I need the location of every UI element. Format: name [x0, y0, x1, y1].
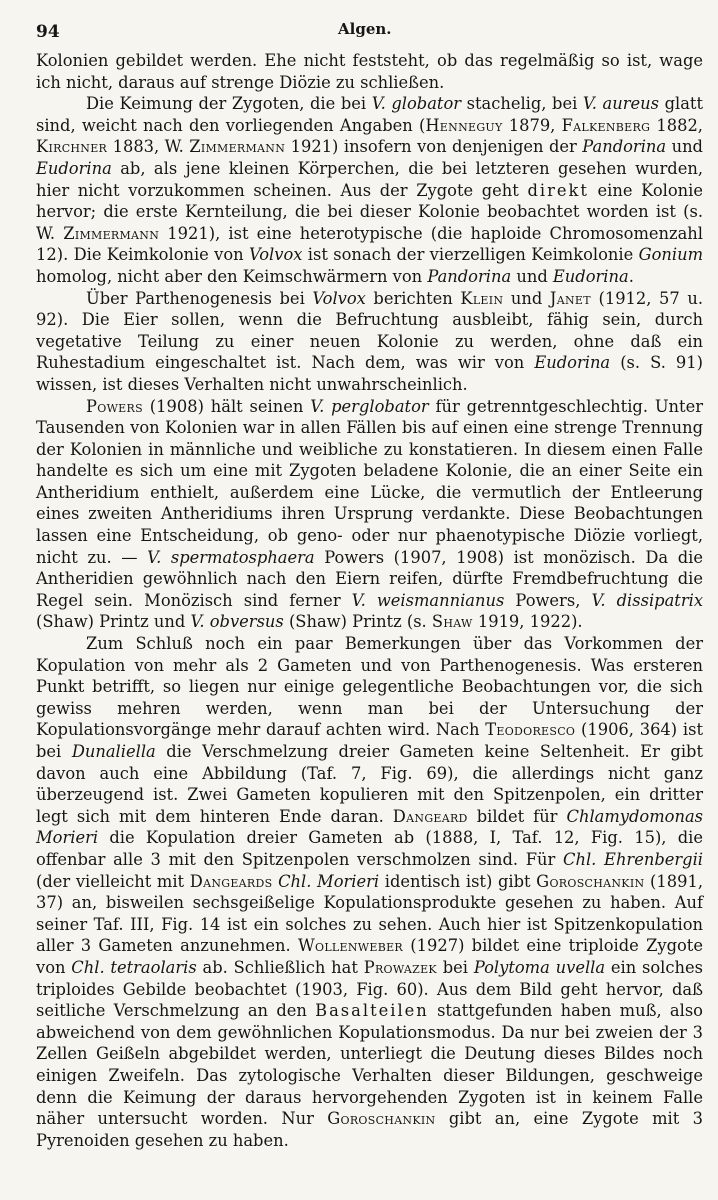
- paragraph: [36, 288, 703, 396]
- text-segment: bei: [436, 957, 474, 977]
- author-name: Zimmermann: [63, 223, 160, 243]
- author-name: Prowazek: [363, 957, 437, 977]
- italic-text: Polytoma uvella: [473, 957, 606, 977]
- italic-text: V. weismannianus: [351, 590, 505, 610]
- author-name: Henneguy: [425, 115, 503, 135]
- page-number: 94: [36, 22, 60, 42]
- italic-text: Volvox: [312, 288, 366, 308]
- italic-text: Eudorina: [552, 266, 629, 286]
- text-segment: ab. Schließlich hat: [196, 957, 364, 977]
- author-name: Dangeard: [392, 806, 468, 826]
- italic-text: Dunaliella: [71, 742, 156, 761]
- text-segment: stattgefunden haben muß, also abweichend von dem gewöhnlichen Kopulationsmodus. Da nur bei zweien der 3 Zellen Geißeln abgebildet werden, unterliegt die Deutung dieses Bildes noch einigen Zweifeln. Das zytologische Verhalten dieser Bildungen, geschweige denn die Keimung der daraus hervorgehenden Zygoten ist in keinem Falle näher untersucht worden. Nur: [36, 1001, 703, 1129]
- text-segment: Zum Schluß noch ein paar Bemerkungen über das Vorkommen der Kopulation von mehr als 2 Gameten und von Parthenogenesis. Was ersteren Punkt betrifft, so liegen nur einige gelegentliche Beobachtungen vor, die sich gewiss mehren werden, wenn man bei der Untersuchung der Kopulationsvorgänge mehr darauf achten wird. Nach: [36, 634, 703, 740]
- text-segment: (1906, 364) ist bei: [36, 720, 703, 761]
- author-name: Kirchner: [36, 137, 108, 157]
- italic-text: Gonium: [638, 245, 704, 265]
- paragraph: [36, 633, 703, 1151]
- text-segment: Über Parthenogenesis bei: [86, 288, 313, 308]
- text-segment: ab, als jene kleinen Körperchen, die bei letzteren gesehen wurden, hier nicht vorzukommen scheinen. Aus der Zygote geht: [36, 158, 703, 200]
- italic-text: Chl. tetraolaris: [71, 957, 197, 977]
- italic-text: Chl. Ehrenbergii: [563, 849, 704, 869]
- text-segment: und: [511, 266, 553, 286]
- italic-text: Volvox: [248, 245, 303, 265]
- italic-text: Pandorina: [427, 266, 512, 286]
- text-segment: berichten: [365, 288, 461, 308]
- author-name: Powers: [86, 396, 143, 416]
- text-segment: eine Kolonie hervor; die erste Kernteilung, die bei dieser Kolonie beobachtet worden ist (s. W.: [36, 180, 703, 243]
- italic-text: Eudorina: [36, 158, 112, 178]
- text-segment: und: [666, 137, 703, 157]
- text-segment: Powers (1907, 1908) ist monözisch. Da die Antheridien gewöhnlich nach den Eiern reifen, dürfte Fremdbefruchtung die Regel sein. Monözisch sind ferner: [36, 547, 703, 610]
- italic-text: V. dissipatrix: [591, 590, 703, 610]
- body-text: [36, 50, 703, 1151]
- page-header: [36, 14, 694, 50]
- text-segment: 1882,: [650, 115, 703, 135]
- text-segment: Die Keimung der Zygoten, die bei: [86, 94, 372, 114]
- text-segment: ist sonach der vierzelligen Keimkolonie: [302, 245, 639, 265]
- author-name: Dangeards: [189, 871, 273, 891]
- paragraph: [36, 93, 703, 287]
- text-segment: 1921) insofern von denjenigen der: [285, 137, 583, 157]
- italic-text: Chl. Morieri: [278, 871, 380, 891]
- author-name: Klein: [460, 288, 504, 308]
- text-segment: (1908) hält seinen: [142, 396, 311, 416]
- italic-text: Eudorina: [534, 353, 611, 373]
- text-segment: 1921), ist eine heterotypische (die haploide Chromosomenzahl 12). Die Keimkolonie von: [36, 223, 703, 265]
- text-segment: 1879,: [502, 115, 562, 135]
- text-segment: (1891, 37) an, bisweilen sechsgeißelige Kopulationsprodukte gesehen zu haben. Auf seiner Taf. III, Fig. 14 ist ein solches zu sehen. Auch hier ist Spitzenkopulation aller 3 Gameten anzunehmen.: [36, 871, 703, 956]
- author-name: Shaw: [431, 612, 473, 632]
- text-segment: gibt an, eine Zygote mit 3 Pyrenoiden gesehen zu haben.: [36, 1109, 703, 1150]
- text-segment: die Kopulation dreier Gameten ab (1888, I, Taf. 12, Fig. 15), die offenbar alle 3 mit den Spitzenpolen verschmolzen sind. Für: [36, 828, 703, 869]
- text-segment: die Verschmelzung dreier Gameten keine Seltenheit. Er gibt davon auch eine Abbildung (Taf. 7, Fig. 69), die allerdings nicht ganz überzeugend ist. Zwei Gameten kopulieren mit den Spitzenpolen, ein dritter legt sich mit dem hinteren Ende daran.: [36, 742, 703, 826]
- text-segment: (der vielleicht mit: [36, 871, 190, 891]
- text-segment: homolog, nicht aber den Keimschwärmern von: [36, 266, 428, 286]
- spaced-text: direkt: [527, 180, 589, 200]
- author-name: Falkenberg: [561, 115, 651, 135]
- italic-text: V. perglobator: [310, 396, 429, 416]
- text-segment: 1883, W.: [107, 137, 190, 157]
- paragraph: [36, 50, 703, 93]
- paragraph: [36, 396, 703, 634]
- text-segment: (1927) bildet eine triploide Zygote von: [36, 936, 703, 977]
- text-segment: für getrenntgeschlechtig. Unter Tausenden von Kolonien war in allen Fällen bis auf einen eine strenge Trennung der Kolonien in männliche und weibliche zu konstatieren. In diesem einen Falle handelte es sich um eine mit Zygoten beladene Kolonie, die an einer Seite ein Antheridium enthielt, außerdem eine Lücke, die vermutlich der Entleerung eines zweiten Antheridiums ihren Ursprung verdankte. Diese Beobachtungen lassen eine Entscheidung, ob geno- oder nur phaenotypische Diözie vorliegt, nicht zu. —: [36, 396, 704, 567]
- text-segment: (Shaw) Printz und: [36, 612, 191, 632]
- text-segment: .: [628, 266, 634, 286]
- spaced-text: Basalteilen: [315, 1001, 429, 1021]
- text-segment: bildet für: [467, 806, 567, 826]
- text-segment: Powers,: [504, 590, 592, 610]
- text-segment: (Shaw) Printz (s.: [283, 612, 432, 632]
- running-title: Algen.: [338, 20, 392, 38]
- italic-text: Pandorina: [582, 137, 667, 157]
- italic-text: V. aureus: [582, 94, 660, 114]
- italic-text: Chlamydomonas Morieri: [36, 806, 704, 848]
- author-name: Wollenweber: [297, 936, 404, 956]
- text-segment: identisch ist) gibt: [379, 871, 537, 891]
- author-name: Teodoresco: [485, 720, 576, 740]
- author-name: Goroschankin: [327, 1109, 436, 1129]
- text-segment: stachelig, bei: [461, 94, 583, 114]
- author-name: Goroschankin: [536, 871, 645, 891]
- italic-text: V. spermatosphaera: [147, 547, 315, 567]
- italic-text: V. obversus: [190, 612, 284, 632]
- text-segment: 1919, 1922).: [472, 612, 583, 632]
- text-segment: glatt sind, weicht nach den vorliegenden Angaben (: [36, 94, 704, 135]
- text-segment: und: [503, 288, 550, 308]
- text-segment: ein solches triploides Gebilde beobachtet (1903, Fig. 60). Aus dem Bild geht hervor, daß seitliche Verschmelzung an den: [36, 957, 703, 1021]
- author-name: Zimmermann: [189, 137, 286, 157]
- text-segment: Kolonien gebildet werden. Ehe nicht feststeht, ob das regelmäßig so ist, wage ich nicht, daraus auf strenge Diözie zu schließen.: [36, 51, 703, 92]
- italic-text: V. globator: [371, 94, 462, 114]
- text-segment: (s. S. 91) wissen, ist dieses Verhalten nicht unwahrscheinlich.: [36, 353, 704, 394]
- author-name: Janet: [549, 288, 591, 308]
- text-segment: (1912, 57 u. 92). Die Eier sollen, wenn die Befruchtung ausbleibt, fähig sein, durch vegetative Teilung zu einer neuen Kolonie zu werden, ohne daß ein Ruhestadium eingeschaltet ist. Nach dem, was wir von: [36, 288, 704, 373]
